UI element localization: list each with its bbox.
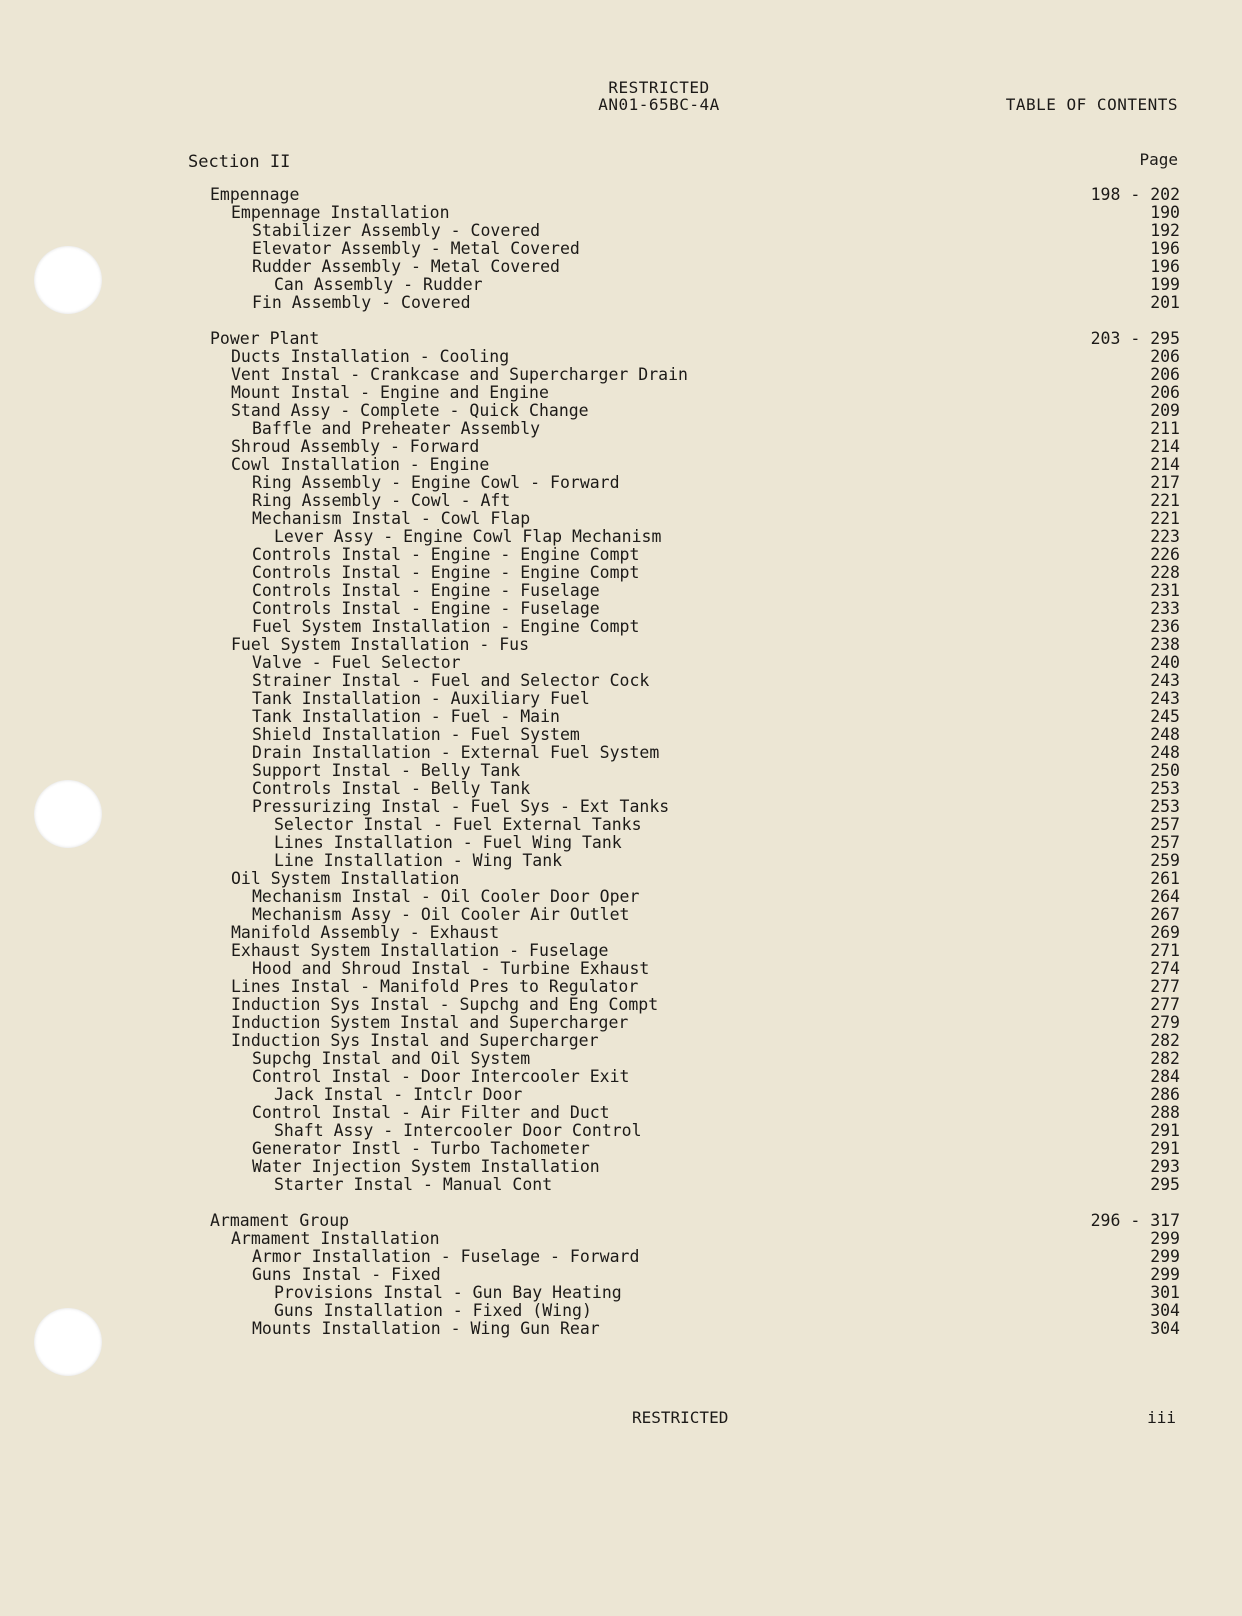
toc-entry — [0, 1068, 1242, 1086]
toc-entry — [0, 690, 1242, 708]
toc-entry-page: 277 — [1150, 977, 1180, 996]
toc-entry-label: Lines Installation - Fuel Wing Tank — [274, 833, 622, 852]
toc-entry — [0, 978, 1242, 996]
toc-entry — [0, 1230, 1242, 1248]
toc-entry-label: Shaft Assy - Intercooler Door Control — [274, 1121, 642, 1140]
toc-entry-label: Shield Installation - Fuel System — [252, 725, 580, 744]
toc-entry-label: Guns Instal - Fixed — [252, 1265, 441, 1284]
toc-entry-label: Baffle and Preheater Assembly — [252, 419, 541, 438]
toc-entry-label: Fin Assembly - Covered — [252, 293, 471, 312]
toc-entry — [0, 186, 1242, 204]
toc-entry-label: Rudder Assembly - Metal Covered — [252, 257, 560, 276]
toc-entry-label: Exhaust System Installation - Fuselage — [231, 941, 609, 960]
toc-entry-label: Armor Installation - Fuselage - Forward — [252, 1247, 640, 1266]
toc-entry — [0, 546, 1242, 564]
toc-entry-label: Generator Instl - Turbo Tachometer — [252, 1139, 590, 1158]
toc-entry-page: 226 — [1150, 545, 1180, 564]
toc-entry-label: Support Instal - Belly Tank — [252, 761, 521, 780]
toc-entry-page: 214 — [1150, 455, 1180, 474]
toc-entry-page: 269 — [1150, 923, 1180, 942]
toc-group — [0, 330, 1242, 1194]
toc-entry-label: Controls Instal - Engine - Engine Compt — [252, 563, 640, 582]
footer-page-number: iii — [1147, 1408, 1176, 1427]
toc-entry-page: 257 — [1150, 833, 1180, 852]
toc-entry-label: Vent Instal - Crankcase and Supercharger Drain — [231, 365, 688, 384]
toc-entry-label: Provisions Instal - Gun Bay Heating — [274, 1283, 622, 1302]
toc-entry-page: 248 — [1150, 743, 1180, 762]
toc-entry-page: 282 — [1150, 1031, 1180, 1050]
toc-entry-label: Drain Installation - External Fuel System — [252, 743, 660, 762]
toc-entry — [0, 582, 1242, 600]
toc-entry-label: Controls Instal - Belly Tank — [252, 779, 531, 798]
toc-entry-page: 198 - 202 — [1090, 185, 1180, 204]
toc-entry — [0, 348, 1242, 366]
toc-entry-label: Ring Assembly - Cowl - Aft — [252, 491, 511, 510]
toc-entry-page: 201 — [1150, 293, 1180, 312]
toc-entry-page: 271 — [1150, 941, 1180, 960]
toc-entry-label: Shroud Assembly - Forward — [231, 437, 480, 456]
toc-entry — [0, 1266, 1242, 1284]
toc-group — [0, 1212, 1242, 1338]
toc-entry-page: 264 — [1150, 887, 1180, 906]
toc-entry-label: Tank Installation - Fuel - Main — [252, 707, 560, 726]
toc-entry-label: Armament Installation — [231, 1229, 440, 1248]
toc-entry-label: Can Assembly - Rudder — [274, 275, 483, 294]
toc-entry-page: 277 — [1150, 995, 1180, 1014]
toc-entry — [0, 240, 1242, 258]
section-label: Section II — [188, 152, 291, 172]
toc-entry-page: 274 — [1150, 959, 1180, 978]
toc-entry — [0, 636, 1242, 654]
toc-entry — [0, 222, 1242, 240]
toc-entry-page: 228 — [1150, 563, 1180, 582]
toc-entry — [0, 204, 1242, 222]
toc-entry — [0, 1122, 1242, 1140]
toc-entry-page: 206 — [1150, 347, 1180, 366]
toc-entry — [0, 924, 1242, 942]
toc-entry-page: 199 — [1150, 275, 1180, 294]
toc-entry-label: Ducts Installation - Cooling — [231, 347, 510, 366]
toc-entry-page: 231 — [1150, 581, 1180, 600]
toc-entry-label: Induction System Instal and Supercharger — [231, 1013, 629, 1032]
toc-entry — [0, 1158, 1242, 1176]
toc-entry-label: Lines Instal - Manifold Pres to Regulator — [231, 977, 639, 996]
toc-entry-page: 196 — [1150, 239, 1180, 258]
toc-entry-page: 291 — [1150, 1139, 1180, 1158]
toc-entry-label: Mounts Installation - Wing Gun Rear — [252, 1319, 600, 1338]
toc-entry-page: 296 - 317 — [1090, 1211, 1180, 1230]
toc-entry — [0, 762, 1242, 780]
toc-entry-page: 209 — [1150, 401, 1180, 420]
toc-entry-page: 248 — [1150, 725, 1180, 744]
toc-entry — [0, 726, 1242, 744]
toc-entry — [0, 780, 1242, 798]
toc-entry-label: Controls Instal - Engine - Fuselage — [252, 581, 600, 600]
toc-entry-page: 293 — [1150, 1157, 1180, 1176]
toc-entry-label: Strainer Instal - Fuel and Selector Cock — [252, 671, 650, 690]
toc-entry-page: 286 — [1150, 1085, 1180, 1104]
toc-title: TABLE OF CONTENTS — [1005, 95, 1178, 114]
toc-entry — [0, 960, 1242, 978]
toc-entry — [0, 1104, 1242, 1122]
toc-entry-page: 299 — [1150, 1247, 1180, 1266]
toc-entry — [0, 1140, 1242, 1158]
toc-entry — [0, 474, 1242, 492]
toc-entry-label: Hood and Shroud Instal - Turbine Exhaust — [252, 959, 650, 978]
toc-entry — [0, 1086, 1242, 1104]
toc-entry — [0, 600, 1242, 618]
toc-entries — [0, 186, 1242, 1356]
toc-entry-label: Line Installation - Wing Tank — [274, 851, 563, 870]
toc-entry-page: 253 — [1150, 779, 1180, 798]
toc-entry-label: Jack Instal - Intclr Door — [274, 1085, 523, 1104]
header-classification: RESTRICTED — [608, 78, 710, 97]
toc-entry — [0, 420, 1242, 438]
toc-entry-page: 301 — [1150, 1283, 1180, 1302]
toc-entry-label: Fuel System Installation - Engine Compt — [252, 617, 640, 636]
toc-entry-label: Elevator Assembly - Metal Covered — [252, 239, 580, 258]
toc-entry-label: Control Instal - Air Filter and Duct — [252, 1103, 610, 1122]
toc-entry — [0, 1050, 1242, 1068]
toc-entry-page: 243 — [1150, 671, 1180, 690]
toc-entry-page: 282 — [1150, 1049, 1180, 1068]
toc-entry-page: 291 — [1150, 1121, 1180, 1140]
toc-entry-page: 240 — [1150, 653, 1180, 672]
toc-entry-page: 196 — [1150, 257, 1180, 276]
toc-entry-label: Power Plant — [210, 329, 320, 348]
toc-entry — [0, 906, 1242, 924]
toc-entry-label: Armament Group — [210, 1211, 350, 1230]
toc-entry-page: 206 — [1150, 365, 1180, 384]
toc-entry — [0, 870, 1242, 888]
toc-entry — [0, 438, 1242, 456]
toc-entry-label: Supchg Instal and Oil System — [252, 1049, 531, 1068]
toc-entry-page: 261 — [1150, 869, 1180, 888]
toc-entry-page: 221 — [1150, 509, 1180, 528]
toc-entry — [0, 708, 1242, 726]
toc-entry — [0, 1176, 1242, 1194]
toc-entry-label: Mechanism Instal - Cowl Flap — [252, 509, 531, 528]
toc-entry — [0, 834, 1242, 852]
toc-entry-label: Guns Installation - Fixed (Wing) — [274, 1301, 592, 1320]
toc-entry-label: Tank Installation - Auxiliary Fuel — [252, 689, 590, 708]
toc-entry — [0, 744, 1242, 762]
toc-entry-page: 288 — [1150, 1103, 1180, 1122]
toc-entry — [0, 564, 1242, 582]
toc-entry-page: 299 — [1150, 1229, 1180, 1248]
toc-entry — [0, 1032, 1242, 1050]
toc-entry — [0, 276, 1242, 294]
toc-entry-page: 245 — [1150, 707, 1180, 726]
toc-entry — [0, 1014, 1242, 1032]
toc-entry — [0, 996, 1242, 1014]
toc-entry-page: 259 — [1150, 851, 1180, 870]
page-column-label: Page — [1139, 150, 1178, 169]
toc-entry-label: Water Injection System Installation — [252, 1157, 600, 1176]
toc-entry — [0, 1248, 1242, 1266]
toc-entry-label: Mount Instal - Engine and Engine — [231, 383, 549, 402]
toc-entry-page: 295 — [1150, 1175, 1180, 1194]
toc-entry-page: 221 — [1150, 491, 1180, 510]
toc-entry — [0, 492, 1242, 510]
toc-entry — [0, 402, 1242, 420]
toc-entry — [0, 1302, 1242, 1320]
toc-entry-label: Selector Instal - Fuel External Tanks — [274, 815, 642, 834]
toc-entry-label: Controls Instal - Engine - Fuselage — [252, 599, 600, 618]
toc-entry-page: 236 — [1150, 617, 1180, 636]
toc-entry — [0, 942, 1242, 960]
toc-entry-page: 203 - 295 — [1090, 329, 1180, 348]
footer-classification: RESTRICTED — [632, 1408, 729, 1427]
toc-entry-label: Oil System Installation — [231, 869, 460, 888]
toc-group — [0, 186, 1242, 312]
toc-entry-label: Cowl Installation - Engine — [231, 455, 490, 474]
toc-entry — [0, 366, 1242, 384]
toc-entry-label: Stand Assy - Complete - Quick Change — [231, 401, 589, 420]
toc-entry-page: 284 — [1150, 1067, 1180, 1086]
toc-entry — [0, 888, 1242, 906]
toc-entry-label: Valve - Fuel Selector — [252, 653, 461, 672]
toc-entry-label: Controls Instal - Engine - Engine Compt — [252, 545, 640, 564]
toc-entry-page: 299 — [1150, 1265, 1180, 1284]
toc-entry — [0, 654, 1242, 672]
toc-entry-label: Empennage Installation — [231, 203, 450, 222]
toc-entry-label: Stabilizer Assembly - Covered — [252, 221, 541, 240]
toc-entry-page: 267 — [1150, 905, 1180, 924]
toc-entry — [0, 1212, 1242, 1230]
toc-entry-label: Pressurizing Instal - Fuel Sys - Ext Tanks — [252, 797, 670, 816]
toc-entry — [0, 1284, 1242, 1302]
toc-entry-page: 206 — [1150, 383, 1180, 402]
toc-entry-label: Empennage — [210, 185, 300, 204]
toc-entry-page: 257 — [1150, 815, 1180, 834]
toc-entry-label: Control Instal - Door Intercooler Exit — [252, 1067, 630, 1086]
toc-entry — [0, 816, 1242, 834]
toc-entry-page: 233 — [1150, 599, 1180, 618]
toc-entry-label: Mechanism Assy - Oil Cooler Air Outlet — [252, 905, 630, 924]
toc-entry — [0, 258, 1242, 276]
toc-entry-page: 211 — [1150, 419, 1180, 438]
toc-entry-page: 223 — [1150, 527, 1180, 546]
toc-entry — [0, 456, 1242, 474]
toc-entry-page: 192 — [1150, 221, 1180, 240]
toc-entry — [0, 330, 1242, 348]
toc-entry — [0, 510, 1242, 528]
toc-entry — [0, 852, 1242, 870]
toc-entry-label: Lever Assy - Engine Cowl Flap Mechanism — [274, 527, 662, 546]
toc-entry-page: 250 — [1150, 761, 1180, 780]
toc-entry — [0, 384, 1242, 402]
toc-entry-page: 304 — [1150, 1319, 1180, 1338]
toc-entry-label: Fuel System Installation - Fus — [231, 635, 530, 654]
toc-entry — [0, 798, 1242, 816]
toc-entry-label: Mechanism Instal - Oil Cooler Door Oper — [252, 887, 640, 906]
toc-entry-page: 304 — [1150, 1301, 1180, 1320]
toc-entry-page: 238 — [1150, 635, 1180, 654]
toc-entry — [0, 618, 1242, 636]
toc-entry-page: 214 — [1150, 437, 1180, 456]
toc-entry-label: Ring Assembly - Engine Cowl - Forward — [252, 473, 620, 492]
toc-entry — [0, 528, 1242, 546]
toc-entry-page: 279 — [1150, 1013, 1180, 1032]
toc-entry-label: Induction Sys Instal - Supchg and Eng Compt — [231, 995, 659, 1014]
toc-entry-page: 243 — [1150, 689, 1180, 708]
toc-entry-label: Induction Sys Instal and Supercharger — [231, 1031, 599, 1050]
toc-entry — [0, 672, 1242, 690]
toc-entry-page: 190 — [1150, 203, 1180, 222]
toc-entry-page: 253 — [1150, 797, 1180, 816]
toc-entry-page: 217 — [1150, 473, 1180, 492]
toc-entry — [0, 1320, 1242, 1338]
toc-entry-label: Starter Instal - Manual Cont — [274, 1175, 553, 1194]
toc-entry — [0, 294, 1242, 312]
toc-entry-label: Manifold Assembly - Exhaust — [231, 923, 500, 942]
header-doc-number: AN01-65BC-4A — [598, 95, 720, 114]
